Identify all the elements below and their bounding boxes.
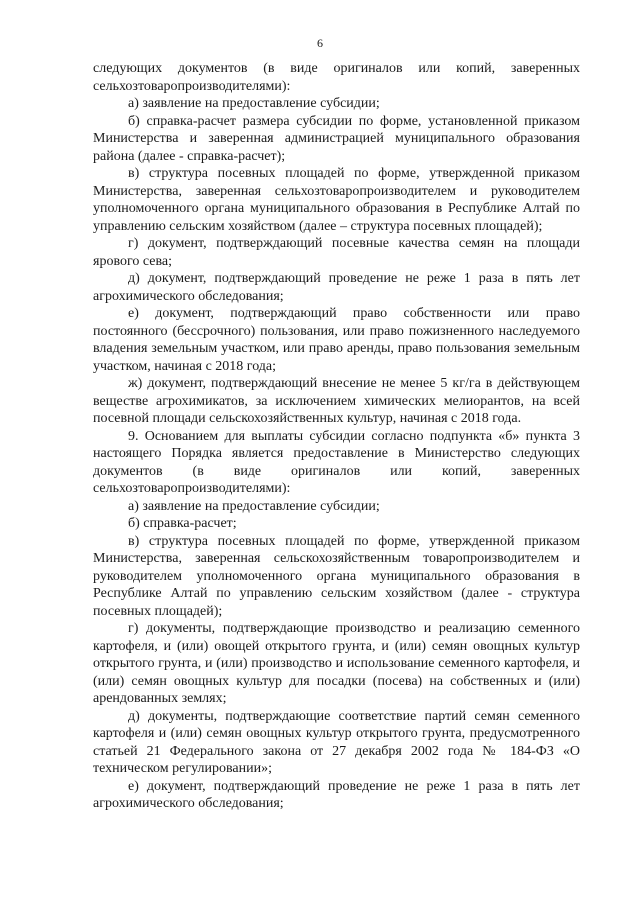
paragraph-p-8zh: ж) документ, подтверждающий внесение не менее 5 кг/га в действующем веществе агрохимикатов, за исключением химических мелиорантов, на всей посевной площади сельскохозяйственных культур, начиная с 2018 года.: [93, 376, 580, 426]
paragraph-p-8e: е) документ, подтверждающий право собственности или право постоянного (бессрочного) пользования, или право пожизненного наследуемого владения земельным участком, или право аренды, право пользования земельным участком, начиная с 2018 года;: [93, 306, 580, 374]
paragraph-p-cont: следующих документов (в виде оригиналов или копий, заверенных сельхозтоваропроизводителями):: [93, 61, 580, 94]
paragraph-p-8d: д) документ, подтверждающий проведение не реже 1 раза в пять лет агрохимического обследования;: [93, 271, 580, 304]
paragraph-p-9a: а) заявление на предоставление субсидии;: [128, 498, 380, 514]
paragraph-p-9v: в) структура посевных площадей по форме, утвержденной приказом Министерства, заверенная сельскохозяйственным товаропроизводителем и руководителем уполномоченного органа муниципального образования в Республике Алтай по управлению сельским хозяйством (далее - структура посевных площадей);: [93, 533, 580, 619]
document-body: [93, 60, 580, 813]
paragraph-p-8a: а) заявление на предоставление субсидии;: [128, 96, 380, 111]
paragraph-p-9: 9. Основанием для выплаты субсидии согласно подпункта «б» пункта 3 настоящего Порядка является предоставление в Министерство следующих документов (в виде оригиналов или копий, заверенных сельхозтоваропроизводителями):: [93, 428, 580, 496]
paragraph-p-8g: г) документ, подтверждающий посевные качества семян на площади ярового сева;: [93, 236, 580, 269]
paragraph-p-9d: д) документы, подтверждающие соответствие партий семян семенного картофеля и (или) семян овощных культур открытого грунта, предусмотренного статьей 21 Федерального закона от 27 декабря 2002 года № 184-ФЗ «О техническом регулировании»;: [93, 708, 580, 776]
paragraph-p-9g: г) документы, подтверждающие производство и реализацию семенного картофеля, и (или) овощей открытого грунта, и (или) семян овощных культур открытого грунта, и (или) производство и использование семенного картофеля, и (или) семян овощных культур для посадки (посева) на собственных и (или) арендованных землях;: [93, 621, 580, 706]
paragraph-p-9b: б) справка-расчет;: [128, 516, 237, 531]
paragraph-p-9e: е) документ, подтверждающий проведение не реже 1 раза в пять лет агрохимического обследования;: [93, 778, 580, 811]
page-number: 6: [317, 36, 323, 50]
paragraph-p-8v: в) структура посевных площадей по форме, утвержденной приказом Министерства, заверенная сельхозтоваропроизводителем и руководителем уполномоченного органа муниципального образования в Республике Алтай по управлению сельским хозяйством (далее – структура посевных площадей);: [93, 166, 580, 234]
paragraph-p-8b: б) справка-расчет размера субсидии по форме, установленной приказом Министерства и заверенная администрацией муниципального образования района (далее - справка-расчет);: [93, 113, 580, 164]
